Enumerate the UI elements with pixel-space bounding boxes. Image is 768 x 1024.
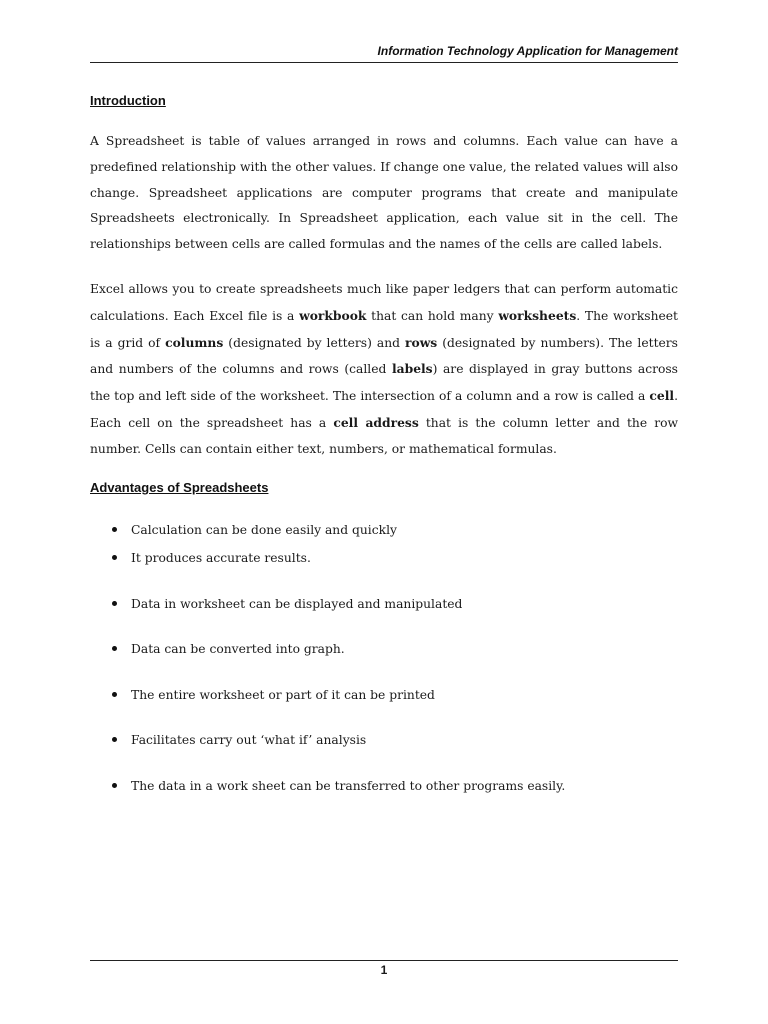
list-item: Data in worksheet can be displayed and manipulated (112, 597, 462, 611)
bullet-icon (112, 646, 117, 651)
term-labels: labels (391, 361, 433, 377)
footer-divider (90, 960, 678, 961)
introduction-heading: Introduction (90, 93, 166, 108)
introduction-paragraph-1: A Spreadsheet is table of values arranged in rows and columns. Each value can have a predefined relationship with the other values. If change one value, the related values will also change. Spreadsheet applications are computer programs that create and manipulate Spreadsheets electronically. In Spreadsheet application, each value sit in the cell. The relationships between cells are called formulas and the names of the cells are called labels. (90, 134, 678, 252)
term-rows: rows (405, 334, 438, 350)
list-item: It produces accurate results. (112, 551, 311, 565)
advantages-heading: Advantages of Spreadsheets (90, 480, 269, 495)
list-item: Data can be converted into graph. (112, 642, 345, 656)
header-divider (90, 62, 678, 63)
bullet-icon (112, 555, 117, 560)
list-item: Facilitates carry out ‘what if’ analysis (112, 733, 366, 747)
page-number: 1 (380, 963, 388, 977)
list-item: The data in a work sheet can be transferred to other programs easily. (112, 779, 565, 793)
term-cell-address: cell address (333, 414, 419, 430)
running-header: Information Technology Application for Management (377, 44, 678, 58)
term-cell: cell (649, 388, 675, 404)
bullet-icon (112, 737, 117, 742)
bullet-icon (112, 783, 117, 788)
list-item: Calculation can be done easily and quickly (112, 523, 397, 537)
term-worksheets: worksheets (498, 307, 577, 323)
list-item: The entire worksheet or part of it can be printed (112, 688, 435, 702)
bullet-icon (112, 692, 117, 697)
term-columns: columns (165, 334, 224, 350)
bullet-icon (112, 527, 117, 532)
term-workbook: workbook (299, 307, 367, 323)
introduction-paragraph-2: Excel allows you to create spreadsheets much like paper ledgers that can perform automatic calculations. Each Excel file is a workbook that can hold many worksheets. The worksheet is a grid of columns (designated by letters) and rows (designated by numbers). The letters and numbers of the columns and rows (called labels) are displayed in gray buttons across the top and left side of the worksheet. The intersection of a column and a row is called a cell. Each cell on the spreadsheet has a cell address that is the column letter and the row number. Cells can contain either text, numbers, or mathematical formulas. (90, 282, 678, 456)
bullet-icon (112, 601, 117, 606)
